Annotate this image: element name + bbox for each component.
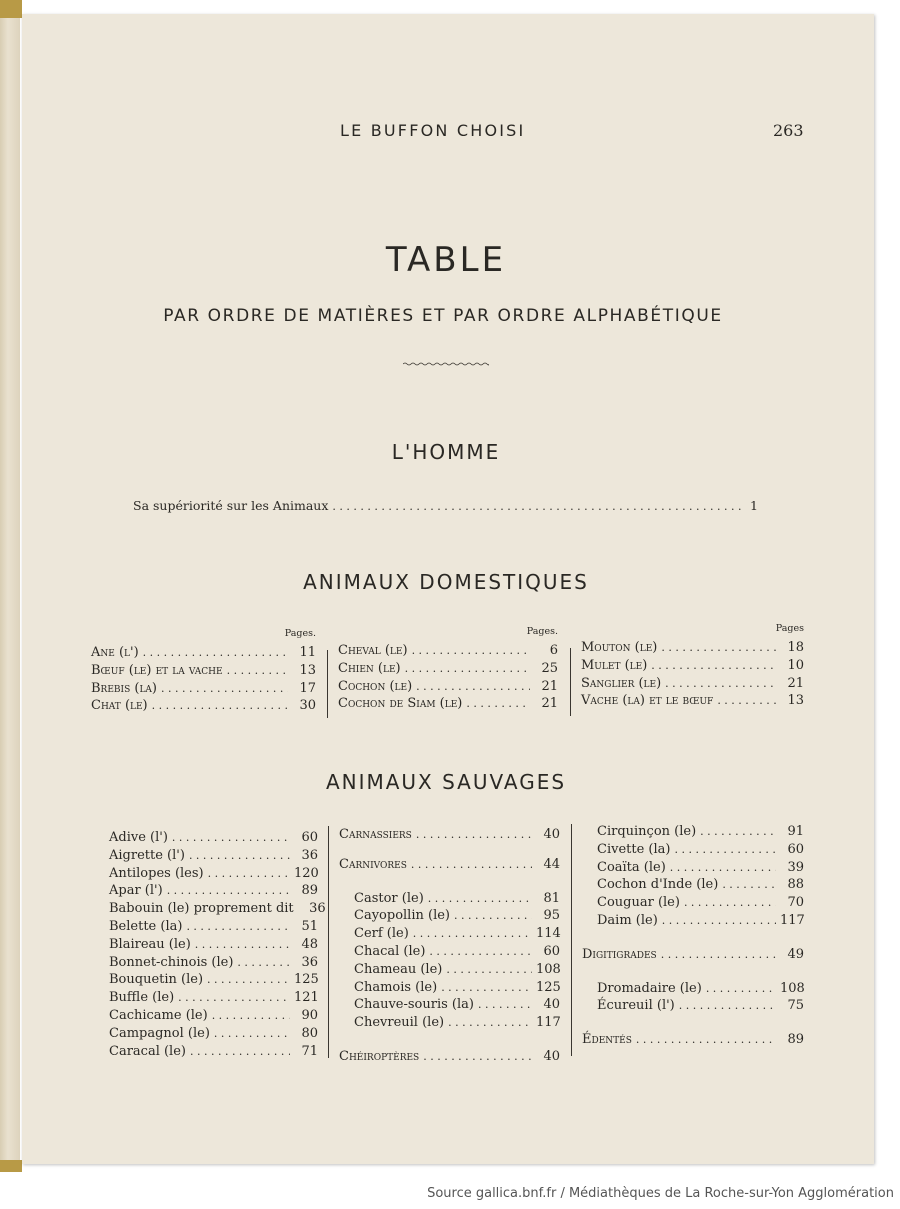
toc-entry[interactable]: [582, 895, 804, 913]
entry-page: 117: [536, 1015, 561, 1031]
dot-leader: [416, 828, 532, 841]
dot-leader: [706, 982, 776, 995]
toc-entry[interactable]: [339, 827, 560, 845]
toc-entry[interactable]: [109, 830, 318, 848]
entry-page: 13: [787, 693, 804, 709]
pages-header: Pages.: [284, 628, 316, 639]
dot-leader: [411, 858, 532, 871]
toc-entry-homme[interactable]: [133, 498, 758, 513]
toc-entry[interactable]: [91, 645, 316, 663]
dot-leader: [212, 1009, 290, 1022]
dot-leader: [167, 884, 290, 897]
toc-entry[interactable]: [338, 679, 558, 697]
entry-label: Caracal (le): [109, 1043, 186, 1059]
entry-label: Sa supériorité sur les Animaux: [133, 498, 329, 513]
column-rule: [328, 826, 329, 1058]
entry-page: 88: [787, 877, 804, 893]
dot-leader: [636, 1033, 776, 1046]
dot-leader: [178, 991, 290, 1004]
entry-page: 71: [301, 1043, 318, 1059]
toc-entry[interactable]: [582, 998, 804, 1016]
toc-entry[interactable]: [339, 980, 560, 998]
entry-label: Carnivores: [339, 856, 407, 872]
entry-page: 108: [536, 961, 561, 977]
entry-label: Chéiroptères: [339, 1048, 420, 1064]
toc-entry[interactable]: [582, 981, 804, 999]
binding-gold-bottom: [0, 1160, 22, 1172]
toc-entry[interactable]: [109, 972, 318, 990]
entry-page: 49: [787, 946, 804, 962]
sauvages-col-2: [339, 827, 560, 1067]
entry-label: Chacal (le): [354, 943, 426, 959]
toc-entry[interactable]: [582, 913, 804, 931]
section-title-homme: L'HOMME: [391, 440, 501, 464]
entry-page: 51: [301, 918, 318, 934]
dot-leader: [662, 914, 776, 927]
toc-entry[interactable]: [339, 944, 560, 962]
toc-entry[interactable]: [109, 848, 318, 866]
running-head: LE BUFFON CHOISI: [340, 121, 526, 140]
entry-page: 25: [541, 660, 558, 676]
entry-page: 125: [536, 979, 561, 995]
entry-label: Cochon (le): [338, 678, 413, 694]
entry-label: Vache (la) et le bœuf: [581, 693, 714, 709]
toc-entry[interactable]: [582, 860, 804, 878]
toc-entry[interactable]: [109, 990, 318, 1008]
toc-entry[interactable]: [582, 877, 804, 895]
dot-leader: [448, 1016, 532, 1029]
toc-entry[interactable]: [582, 842, 804, 860]
dot-leader: [661, 641, 776, 654]
entry-label: Digitigrades: [582, 946, 657, 962]
pages-header: Pages.: [526, 626, 558, 637]
entry-label: Sanglier (le): [581, 675, 662, 691]
entry-label: Buffle (le): [109, 990, 175, 1006]
entry-label: Babouin (le) proprement dit: [109, 901, 294, 917]
toc-entry[interactable]: [109, 955, 318, 973]
domestiques-col-2: [338, 626, 558, 714]
entry-page: 120: [294, 865, 319, 881]
entry-label: Cachicame (le): [109, 1007, 208, 1023]
dot-leader: [186, 920, 290, 933]
entry-label: Apar (l'): [109, 883, 163, 899]
entry-page: 70: [787, 895, 804, 911]
entry-label: Blaireau (le): [109, 936, 191, 952]
dot-leader: [670, 861, 776, 874]
entry-page: 18: [787, 640, 804, 655]
entry-label: Cochon de Siam (le): [338, 696, 463, 712]
entry-label: Aigrette (l'): [109, 847, 185, 863]
entry-page: 30: [299, 698, 316, 714]
entry-page: 21: [541, 678, 558, 694]
dot-leader: [661, 948, 776, 961]
dot-leader: [172, 831, 290, 844]
entry-page: 10: [787, 657, 804, 673]
entry-label: Édentés: [582, 1032, 632, 1048]
dot-leader: [446, 963, 532, 976]
entry-label: Civette (la): [597, 841, 671, 857]
entry-label: Chamois (le): [354, 979, 438, 995]
entry-label: Cheval (le): [338, 643, 408, 658]
dot-leader: [466, 697, 530, 710]
column-rule: [571, 824, 572, 1056]
entry-label: Chien (le): [338, 660, 401, 676]
binding-gold-top: [0, 0, 22, 18]
entry-label: Couguar (le): [597, 895, 680, 911]
dot-leader: [665, 677, 776, 690]
entry-page: 11: [299, 645, 316, 660]
dot-leader: [428, 892, 532, 905]
entry-page: 60: [543, 943, 560, 959]
page-number: 263: [773, 121, 804, 140]
toc-entry[interactable]: [339, 891, 560, 909]
toc-entry[interactable]: [339, 926, 560, 944]
toc-entry[interactable]: [581, 676, 804, 694]
entry-label: Mulet (le): [581, 657, 648, 673]
entry-label: Daim (le): [597, 912, 658, 928]
entry-label: Mouton (le): [581, 640, 658, 655]
entry-label: Bœuf (le) et la vache: [91, 662, 223, 678]
toc-entry[interactable]: [109, 937, 318, 955]
entry-label: Écureuil (l'): [597, 998, 675, 1014]
section-title-domestiques: ANIMAUX DOMESTIQUES: [303, 570, 589, 594]
dot-leader: [454, 909, 532, 922]
entry-label: Brebis (la): [91, 680, 157, 696]
entry-page: 75: [787, 998, 804, 1014]
toc-entry[interactable]: [109, 1044, 318, 1062]
dot-leader: [413, 927, 532, 940]
toc-entry[interactable]: [338, 696, 558, 714]
toc-entry[interactable]: [581, 693, 804, 711]
dot-leader: [189, 849, 290, 862]
entry-page: 21: [787, 675, 804, 691]
domestiques-col-3: [581, 623, 804, 711]
dot-leader: [227, 664, 288, 677]
toc-entry[interactable]: [91, 681, 316, 699]
entry-page: 60: [787, 841, 804, 857]
dot-leader: [332, 500, 746, 513]
sauvages-col-3: [582, 824, 804, 1050]
dot-leader: [207, 973, 290, 986]
page-subtitle: PAR ORDRE DE MATIÈRES ET PAR ORDRE ALPHABÉTIQUE: [163, 306, 723, 326]
entry-label: Bouquetin (le): [109, 972, 204, 988]
column-rule: [570, 648, 571, 716]
entry-page: 1: [750, 498, 758, 513]
entry-page: 108: [780, 980, 805, 996]
entry-label: Ane (l'): [91, 645, 139, 660]
entry-label: Cayopollin (le): [354, 908, 450, 924]
entry-page: 95: [543, 908, 560, 924]
dot-leader: [429, 945, 532, 958]
entry-page: 17: [299, 680, 316, 696]
entry-label: Cerf (le): [354, 926, 409, 942]
entry-label: Chameau (le): [354, 961, 443, 977]
entry-page: 40: [543, 827, 560, 842]
dot-leader: [405, 662, 530, 675]
dot-leader: [152, 699, 288, 712]
toc-entry[interactable]: [91, 663, 316, 681]
sauvages-col-1: [109, 830, 326, 1061]
toc-entry[interactable]: [338, 643, 558, 661]
toc-entry[interactable]: [582, 1032, 804, 1050]
entry-page: 40: [543, 997, 560, 1013]
column-rule: [327, 650, 328, 718]
toc-entry[interactable]: [339, 997, 560, 1015]
dot-leader: [161, 682, 288, 695]
toc-entry[interactable]: [581, 640, 804, 658]
source-credit: Source gallica.bnf.fr / Médiathèques de La Roche-sur-Yon Agglomération: [427, 1186, 894, 1201]
dot-leader: [478, 998, 532, 1011]
entry-label: Chat (le): [91, 698, 148, 714]
dot-leader: [412, 644, 530, 657]
entry-page: 91: [787, 824, 804, 839]
toc-entry[interactable]: [109, 919, 318, 937]
entry-page: 6: [549, 643, 558, 658]
entry-label: Belette (la): [109, 918, 183, 934]
toc-entry[interactable]: [339, 1015, 560, 1033]
dot-leader: [237, 956, 290, 969]
page-title: TABLE: [385, 240, 507, 280]
toc-entry[interactable]: [91, 698, 316, 716]
toc-entry[interactable]: [109, 866, 318, 884]
toc-entry[interactable]: [582, 824, 804, 842]
entry-page: 36: [301, 847, 318, 863]
entry-page: 36: [309, 901, 326, 917]
entry-label: Cochon d'Inde (le): [597, 877, 719, 893]
dot-leader: [679, 999, 776, 1012]
toc-entry[interactable]: [339, 962, 560, 980]
entry-page: 21: [541, 696, 558, 712]
dot-leader: [143, 646, 288, 659]
dot-leader: [717, 694, 776, 707]
domestiques-col-1: [91, 628, 316, 716]
dot-leader: [423, 1050, 532, 1063]
entry-page: 48: [301, 936, 318, 952]
entry-label: Castor (le): [354, 890, 424, 906]
entry-page: 117: [780, 912, 805, 928]
toc-entry[interactable]: [581, 658, 804, 676]
pages-header: Pages: [775, 623, 804, 634]
entry-page: 125: [294, 972, 319, 988]
wavy-ornament: [403, 362, 489, 366]
dot-leader: [441, 981, 532, 994]
entry-page: 36: [301, 954, 318, 970]
entry-label: Cirquinçon (le): [597, 824, 697, 839]
entry-page: 80: [301, 1025, 318, 1041]
entry-label: Campagnol (le): [109, 1025, 210, 1041]
entry-page: 114: [536, 926, 561, 942]
toc-entry[interactable]: [109, 883, 318, 901]
toc-entry[interactable]: [339, 857, 560, 875]
entry-page: 60: [301, 830, 318, 845]
dot-leader: [208, 867, 290, 880]
entry-label: Chauve-souris (la): [354, 997, 474, 1013]
entry-page: 89: [301, 883, 318, 899]
toc-entry[interactable]: [582, 947, 804, 965]
toc-entry[interactable]: [109, 1026, 318, 1044]
dot-leader: [190, 1045, 290, 1058]
toc-entry[interactable]: [338, 661, 558, 679]
entry-page: 81: [543, 890, 560, 906]
entry-page: 40: [543, 1048, 560, 1064]
entry-page: 13: [299, 662, 316, 678]
dot-leader: [674, 843, 776, 856]
toc-entry[interactable]: [339, 1049, 560, 1067]
entry-page: 90: [301, 1007, 318, 1023]
entry-label: Bonnet-chinois (le): [109, 954, 234, 970]
dot-leader: [195, 938, 290, 951]
dot-leader: [684, 896, 776, 909]
dot-leader: [722, 878, 776, 891]
entry-page: 121: [294, 990, 319, 1006]
section-title-sauvages: ANIMAUX SAUVAGES: [325, 770, 567, 794]
dot-leader: [416, 680, 530, 693]
entry-label: Dromadaire (le): [597, 980, 702, 996]
dot-leader: [700, 825, 776, 838]
entry-page: 44: [543, 856, 560, 872]
entry-label: Chevreuil (le): [354, 1015, 445, 1031]
entry-page: 39: [787, 859, 804, 875]
entry-label: Coaïta (le): [597, 859, 666, 875]
toc-entry[interactable]: [109, 1008, 318, 1026]
entry-label: Adive (l'): [109, 830, 168, 845]
entry-label: Carnassiers: [339, 827, 412, 842]
dot-leader: [651, 659, 776, 672]
entry-page: 89: [787, 1032, 804, 1048]
toc-entry[interactable]: [339, 908, 560, 926]
toc-entry[interactable]: [109, 901, 326, 919]
entry-label: Antilopes (les): [109, 865, 204, 881]
dot-leader: [214, 1027, 290, 1040]
